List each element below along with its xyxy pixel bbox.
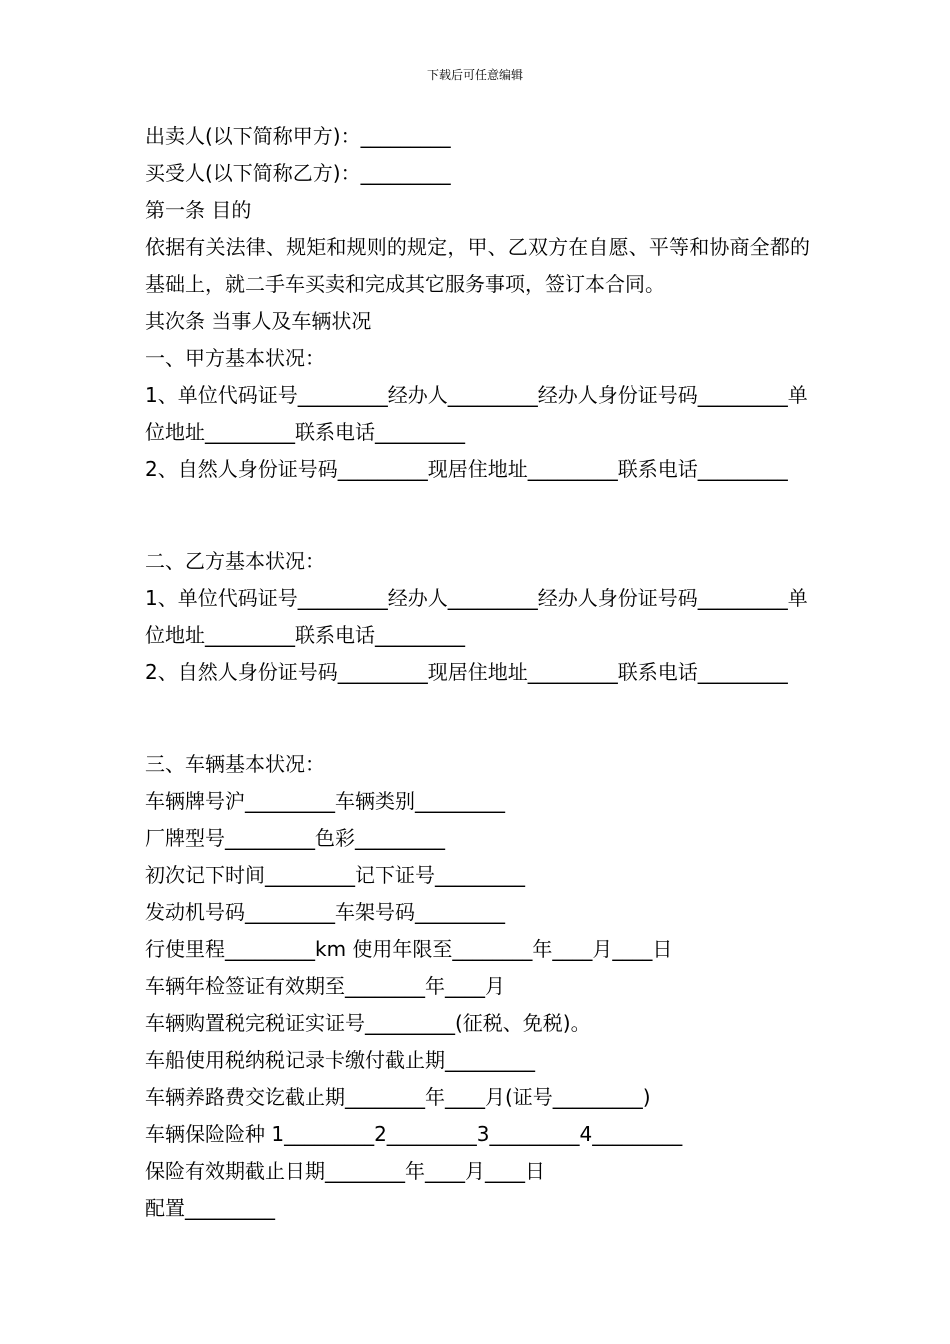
seller-line: 出卖人(以下简称甲方)：_________ <box>145 124 451 148</box>
buyer-line: 买受人(以下简称乙方)：_________ <box>145 161 451 185</box>
article-1-body: 依据有关法律、规矩和规则的规定，甲、乙双方在自愿、平等和协商全都的基础上，就二手车买卖和完成其它服务事项，签订本合同。 <box>145 235 810 296</box>
vehicle-inspection-line: 车辆年检签证有效期至________年____月 <box>145 974 505 998</box>
vehicle-model-line: 厂牌型号_________色彩_________ <box>145 826 445 850</box>
vehicle-mileage-line: 行使里程_________km 使用年限至________年____月____日 <box>145 937 673 961</box>
party-a-person-line: 2、自然人身份证号码_________现居住地址_________联系电话_________ <box>145 457 788 481</box>
vehicle-insurance-expiry-line: 保险有效期截止日期________年____月____日 <box>145 1159 545 1183</box>
vehicle-vessel-tax-line: 车船使用税纳税记录卡缴付截止期_________ <box>145 1048 535 1072</box>
vehicle-purchase-tax-line: 车辆购置税完税证实证号_________(征税、免税)。 <box>145 1011 591 1035</box>
article-2-title: 其次条 当事人及车辆状况 <box>145 309 372 333</box>
party-a-unit-line: 1、单位代码证号_________经办人_________经办人身份证号码_________单位地址_________联系电话_________ <box>145 383 808 444</box>
document-body <box>145 118 810 1227</box>
vehicle-insurance-line: 车辆保险险种 1_________2_________3_________4_________ <box>145 1122 683 1146</box>
party-b-person-line: 2、自然人身份证号码_________现居住地址_________联系电话_________ <box>145 660 788 684</box>
party-a-title: 一、甲方基本状况： <box>145 346 325 370</box>
party-b-title: 二、乙方基本状况： <box>145 549 325 573</box>
vehicle-configuration-line: 配置_________ <box>145 1196 275 1220</box>
vehicle-road-fee-line: 车辆养路费交讫截止期________年____月(证号_________) <box>145 1085 651 1109</box>
article-1-title: 第一条 目的 <box>145 198 252 222</box>
vehicle-plate-line: 车辆牌号沪_________车辆类别_________ <box>145 789 505 813</box>
vehicle-registration-line: 初次记下时间_________记下证号_________ <box>145 863 525 887</box>
page-header: 下载后可任意编辑 <box>426 68 523 82</box>
vehicle-title: 三、车辆基本状况： <box>145 752 325 776</box>
party-b-unit-line: 1、单位代码证号_________经办人_________经办人身份证号码_________单位地址_________联系电话_________ <box>145 586 808 647</box>
vehicle-engine-line: 发动机号码_________车架号码_________ <box>145 900 505 924</box>
